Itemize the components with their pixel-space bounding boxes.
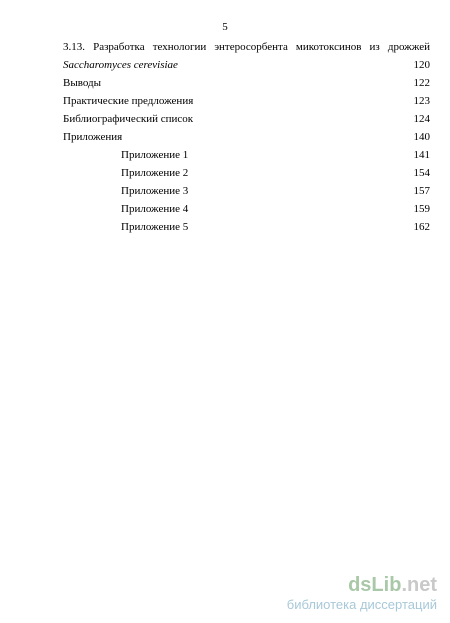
logo-part-net: .net bbox=[401, 574, 437, 596]
toc-entry-page: 120 bbox=[413, 59, 430, 71]
toc-entry-page: 141 bbox=[413, 149, 430, 161]
toc-entry-title: Выводы bbox=[63, 77, 102, 89]
toc-entry-3-13-heading bbox=[63, 38, 430, 56]
toc-entry-page: 140 bbox=[413, 131, 430, 143]
toc-entry-title: Приложение 4 bbox=[121, 203, 189, 215]
toc-entry-page: 162 bbox=[413, 221, 430, 233]
watermark-subtitle: библиотека диссертаций bbox=[286, 597, 437, 612]
toc-entry-title: Приложение 1 bbox=[121, 149, 189, 161]
toc-entry-appendix-3 bbox=[63, 182, 430, 200]
toc-entry-page: 123 bbox=[413, 95, 430, 107]
dslib-logo bbox=[287, 575, 437, 595]
toc-entry-3-13-species bbox=[63, 56, 430, 74]
toc-entry-practical bbox=[63, 92, 430, 110]
toc-entry-appendix-4 bbox=[63, 200, 430, 218]
toc-entry-appendices bbox=[63, 128, 430, 146]
toc-entry-title: Приложения bbox=[63, 131, 123, 143]
toc-entry-appendix-5 bbox=[63, 218, 430, 236]
toc-entry-appendix-1 bbox=[63, 146, 430, 164]
logo-part-dslib: dsLib bbox=[348, 574, 402, 596]
toc-entry-appendix-2 bbox=[63, 164, 430, 182]
toc-entry-page: 154 bbox=[413, 167, 430, 179]
toc-entry-title: Библиографический список bbox=[63, 113, 194, 125]
toc-entry-page: 157 bbox=[413, 185, 430, 197]
dslib-watermark bbox=[287, 575, 437, 613]
toc-entry-conclusions bbox=[63, 74, 430, 92]
page-number: 5 bbox=[222, 21, 228, 33]
toc-entry-page: 122 bbox=[413, 77, 430, 89]
toc-entry-page: 124 bbox=[413, 113, 430, 125]
toc-entry-title: 3.13. Разработка технологии энтеросорбента микотоксинов из дрожжей bbox=[63, 41, 430, 53]
table-of-contents bbox=[63, 38, 430, 236]
toc-entry-page: 159 bbox=[413, 203, 430, 215]
toc-entry-bibliography bbox=[63, 110, 430, 128]
toc-entry-title: Приложение 2 bbox=[121, 167, 189, 179]
toc-entry-title: Приложение 3 bbox=[121, 185, 189, 197]
toc-entry-title: Практические предложения bbox=[63, 95, 194, 107]
toc-entry-title: Saccharomyces cerevisiae bbox=[63, 59, 178, 71]
toc-entry-title: Приложение 5 bbox=[121, 221, 189, 233]
